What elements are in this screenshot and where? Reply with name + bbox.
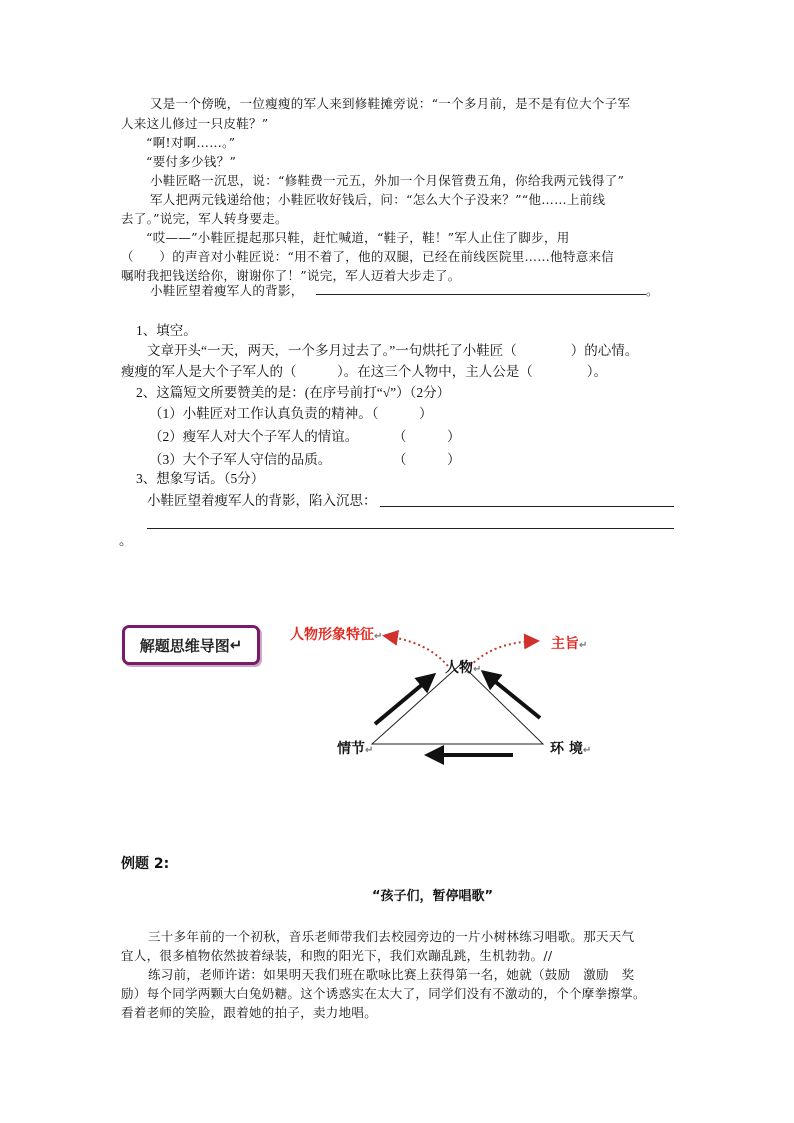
passage-line-end: 。 [646, 283, 659, 298]
example-line: 看着老师的笑脸，跟着她的拍子，卖力地唱。 [121, 1005, 378, 1020]
q3-title: 3、想象写话。（5分） [136, 471, 265, 486]
example-line: 励）每个同学两颗大白兔奶糖。这个诱惑实在太大了，同学们没有不激动的，个个摩拳擦掌。 [121, 986, 646, 1001]
example-line: 宜人，很多植物依然披着绿装，和煦的阳光下，我们欢蹦乱跳，生机勃勃。// [121, 948, 553, 963]
mindmap-badge [122, 625, 260, 665]
q1-line-2: 瘦瘦的军人是大个子军人的（ ）。在这三个人物中，主人公是（ ）。 [121, 364, 607, 379]
passage-line: 小鞋匠望着瘦军人的背影， [150, 283, 304, 298]
passage-line: 小鞋匠略一沉思，说：“修鞋费一元五，外加一个月保管费五角，你给我两元钱得了” [150, 173, 625, 188]
theme-label-text: 主旨 [551, 636, 579, 652]
q2-option-3-paren: （ ） [393, 452, 461, 467]
passage-line: 去了。”说完，军人转身要走。 [121, 211, 288, 226]
passage-line: 嘱咐我把钱送给你，谢谢你了！”说完，军人迈着大步走了。 [121, 268, 461, 283]
env-label-text: 环 境 [550, 741, 583, 757]
theme-label [551, 633, 587, 653]
example-title: “孩子们，暂停唱歌” [372, 889, 494, 904]
q2-option-2: （2）瘦军人对大个子军人的情谊。 [149, 429, 359, 444]
para-mark-icon: ↵ [374, 631, 383, 642]
arrow-plot-to-people [375, 678, 430, 724]
q1-line-1: 文章开头“一天，两天，一个多月过去了。”一句烘托了小鞋匠（ ）的心情。 [147, 343, 639, 358]
q2-option-1: （1）小鞋匠对工作认真负责的精神。（ ） [149, 406, 433, 421]
answer-underline [316, 294, 646, 295]
q1-title: 1、填空。 [136, 323, 197, 338]
passage-line: “要付多少钱？” [146, 154, 237, 169]
passage-line: 又是一个傍晚，一位瘦瘦的军人来到修鞋摊旁说：“一个多月前，是不是有位大个子军 [150, 96, 631, 111]
q2-title: 2、这篇短文所要赞美的是：(在序号前打“√”）（2分） [136, 385, 451, 400]
q3-answer-line-1 [380, 506, 674, 507]
passage-line: “哎——”小鞋匠提起那只鞋，赶忙喊道，“鞋子，鞋！”军人止住了脚步，用 [146, 230, 570, 245]
para-mark-icon: ↵ [473, 664, 482, 675]
people-label-text: 人物 [445, 660, 473, 676]
passage-line: （ ）的声音对小鞋匠说：“用不着了，他的双腿，已经在前线医院里……他特意来信 [121, 249, 615, 264]
para-mark-icon: ↵ [365, 745, 374, 756]
trait-label [290, 624, 382, 644]
dotted-arrow-to-traits [386, 636, 448, 666]
para-mark-icon: ↵ [229, 636, 243, 654]
example-line: 三十多年前的一个初秋，音乐老师带我们去校园旁边的一片小树林练习唱歌。那天天气 [148, 929, 635, 944]
passage-line: “啊!对啊……。” [146, 135, 236, 150]
env-label [550, 738, 591, 758]
plot-label [337, 738, 373, 758]
q3-end: 。 [119, 533, 133, 548]
q3-answer-line-2 [147, 528, 674, 529]
passage-line: 人来这儿修过一只皮鞋？” [121, 116, 269, 131]
para-mark-icon: ↵ [579, 640, 588, 651]
people-label [445, 657, 481, 677]
q3-prompt: 小鞋匠望着瘦军人的背影，陷入沉思： [147, 493, 377, 508]
mindmap-badge-label: 解题思维导图 [139, 636, 230, 655]
example-heading: 例题 2: [121, 856, 170, 872]
para-mark-icon: ↵ [582, 745, 592, 756]
example-line: 练习前，老师许诺：如果明天我们班在歌咏比赛上获得第一名，她就（鼓励 激励 奖 [148, 967, 635, 982]
q2-option-3: （3）大个子军人守信的品质。 [149, 452, 332, 467]
trait-label-text: 人物形象特征 [290, 627, 374, 643]
arrow-env-to-people [487, 675, 540, 718]
q2-option-2-paren: （ ） [393, 429, 461, 444]
passage-line: 军人把两元钱递给他；小鞋匠收好钱后，问：“怎么大个子没来？”“他……上前线 [150, 192, 606, 207]
plot-label-text: 情节 [337, 741, 365, 757]
